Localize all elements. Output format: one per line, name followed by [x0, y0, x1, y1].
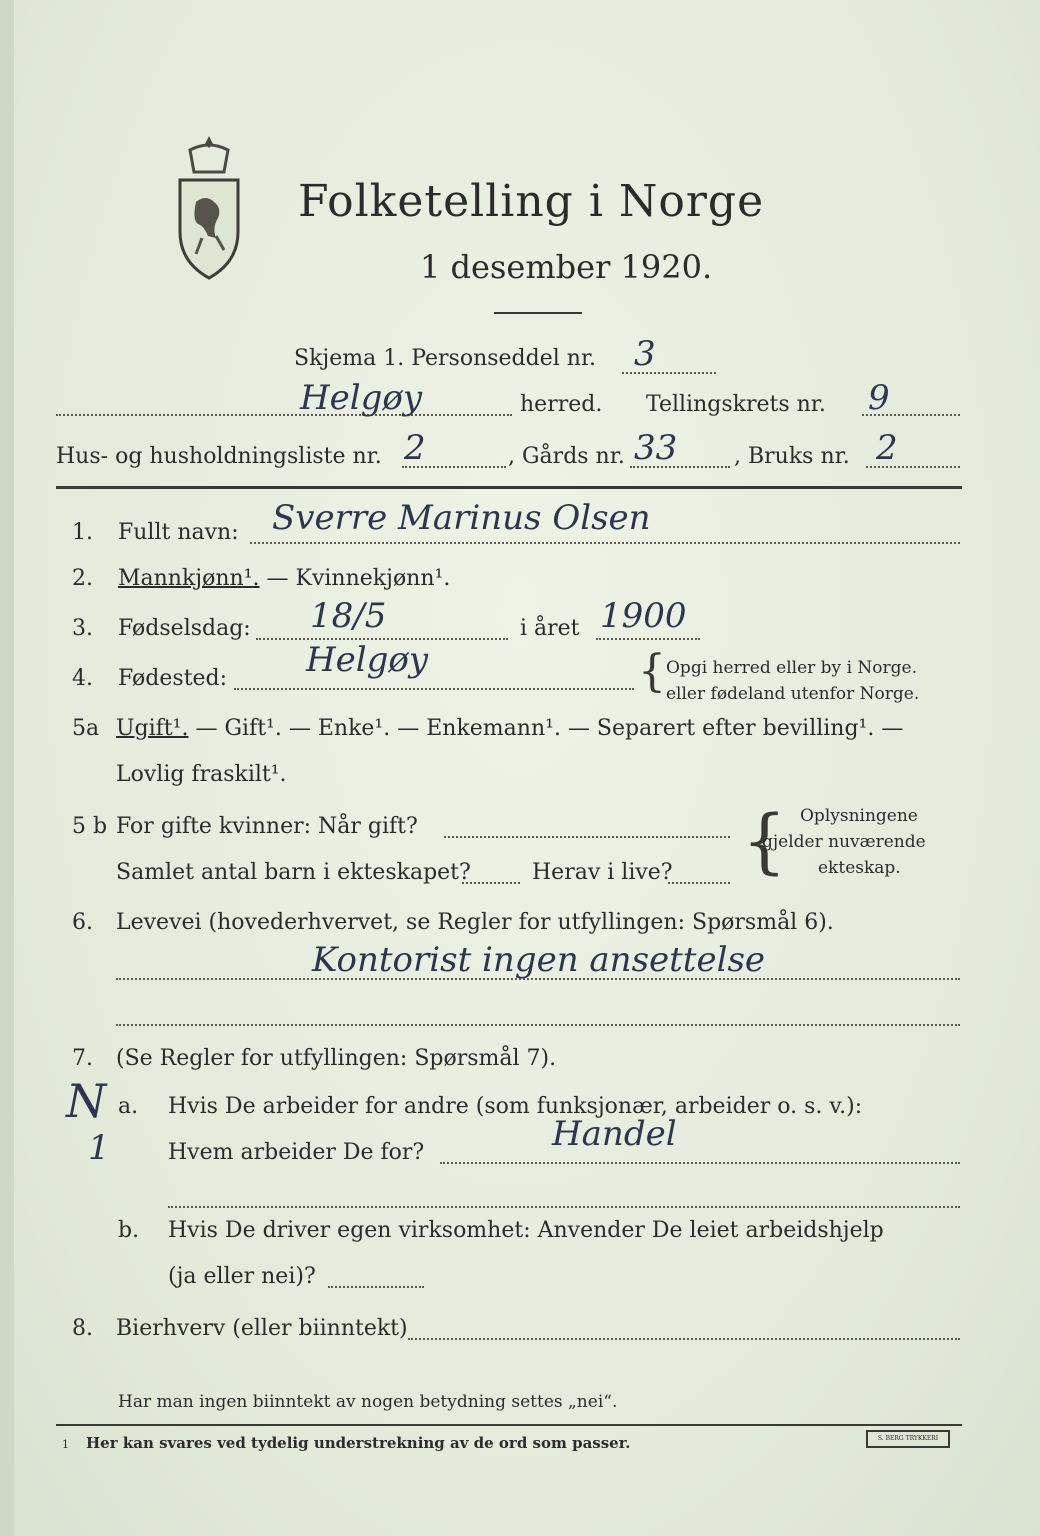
q5b-dotline [444, 836, 730, 838]
q5b-note-1: Oplysningene [800, 806, 918, 826]
herred-value: Helgøy [300, 378, 423, 418]
q4-note-2: eller fødeland utenfor Norge. [666, 684, 920, 704]
q4-number: 4. [72, 666, 93, 691]
footer-note: Har man ingen biinntekt av nogen betydning settes „nei“. [118, 1392, 618, 1412]
q7-margin-mark-2: 1 [88, 1128, 110, 1168]
q8-dotline [408, 1338, 960, 1340]
q7a-dotline [440, 1162, 960, 1164]
q3-aret-label: i året [520, 616, 580, 641]
q1-dotline [250, 542, 960, 544]
q5a-rest: — Gift¹. — Enke¹. — Enkemann¹. — Separert efter bevilling¹. — [188, 716, 904, 741]
q5b-number: 5 b [72, 814, 108, 839]
footnote-text: Her kan svares ved tydelig understrekning av de ord som passer. [86, 1434, 631, 1452]
header-rule [56, 486, 962, 489]
q7a-label: Hvis De arbeider for andre (som funksjonær, arbeider o. s. v.): [168, 1094, 863, 1119]
q8-label: Bierhverv (eller biinntekt) [116, 1316, 408, 1341]
q6-dotline-1 [116, 978, 960, 980]
skjema-label: Skjema 1. Personseddel nr. [294, 346, 597, 371]
q1-value: Sverre Marinus Olsen [272, 498, 651, 538]
q5b-label: For gifte kvinner: Når gift? [116, 814, 418, 839]
q7a-number: a. [118, 1094, 139, 1119]
q7b-number: b. [118, 1218, 140, 1243]
q5b-note-2: gjelder nuværende [762, 832, 926, 852]
q3-number: 3. [72, 616, 93, 641]
q5b-brace: { [742, 800, 787, 882]
q8-number: 8. [72, 1316, 93, 1341]
q4-label: Fødested: [118, 666, 228, 691]
q5b-line2a: Samlet antal barn i ekteskapet? [116, 860, 471, 885]
printer-stamp: S. BERG TRYKKERI [866, 1430, 950, 1448]
q3-aret-value: 1900 [600, 596, 687, 636]
q1-label: Fullt navn: [118, 520, 239, 545]
q5b-note-3: ekteskap. [818, 858, 901, 878]
q5a-ugift: Ugift¹. [116, 716, 189, 741]
gards-label: , Gårds nr. [508, 444, 625, 469]
q5a-options [116, 716, 903, 741]
bruks-label: , Bruks nr. [734, 444, 850, 469]
q1-number: 1. [72, 520, 93, 545]
q5a-number: 5a [72, 716, 100, 741]
q5a-line2: Lovlig fraskilt¹. [116, 762, 287, 787]
q3-value: 18/5 [310, 596, 387, 636]
q4-note-1: Opgi herred eller by i Norge. [666, 658, 917, 678]
q4-value: Helgøy [306, 640, 429, 680]
q6-label: Levevei (hovederhvervet, se Regler for utfyllingen: Spørsmål 6). [116, 910, 834, 935]
q6-number: 6. [72, 910, 93, 935]
q7-number: 7. [72, 1046, 93, 1071]
q3-label: Fødselsdag: [118, 616, 251, 641]
q5b-line2b: Herav i live? [532, 860, 673, 885]
q4-brace: { [638, 646, 666, 697]
q3-aret-dotline [596, 638, 700, 640]
form-title: Folketelling i Norge [298, 176, 765, 227]
bruks-value: 2 [876, 428, 898, 468]
husliste-label: Hus- og husholdningsliste nr. [56, 444, 382, 469]
q6-value: Kontorist ingen ansettelse [312, 940, 766, 980]
q7-margin-mark-1: N [66, 1074, 107, 1128]
footer-rule [56, 1424, 962, 1426]
herred-dotline [56, 414, 512, 416]
q7b-line2: (ja eller nei)? [168, 1264, 316, 1289]
q7a-value: Handel [552, 1114, 677, 1154]
page-edge [0, 0, 14, 1536]
title-divider [494, 312, 582, 314]
q2-mann: Mannkjønn¹. [118, 566, 260, 591]
form-date: 1 desember 1920. [420, 248, 713, 286]
q7-label: (Se Regler for utfyllingen: Spørsmål 7). [116, 1046, 557, 1071]
q6-dotline-2 [116, 1024, 960, 1026]
q2-kvinne: Kvinnekjønn¹. [295, 566, 451, 591]
q4-dotline [234, 688, 634, 690]
q2-separator: — [259, 566, 296, 591]
q7a-dotline-2 [168, 1206, 960, 1208]
q2-options [118, 566, 450, 591]
husliste-value: 2 [404, 428, 426, 468]
q2-number: 2. [72, 566, 93, 591]
coat-of-arms-icon [172, 132, 246, 282]
q7a-line2: Hvem arbeider De for? [168, 1140, 425, 1165]
gards-value: 33 [634, 428, 678, 468]
q7b-dotline [328, 1286, 424, 1288]
q5b-dotline-3 [668, 882, 730, 884]
footnote-number: 1 [62, 1438, 69, 1451]
tellingskrets-label: Tellingskrets nr. [646, 392, 826, 417]
tellingskrets-value: 9 [868, 378, 890, 418]
q7b-label: Hvis De driver egen virksomhet: Anvender De leiet arbeidshjelp [168, 1218, 884, 1243]
herred-label: herred. [520, 392, 603, 417]
q5b-dotline-2 [462, 882, 520, 884]
skjema-value: 3 [634, 334, 656, 374]
